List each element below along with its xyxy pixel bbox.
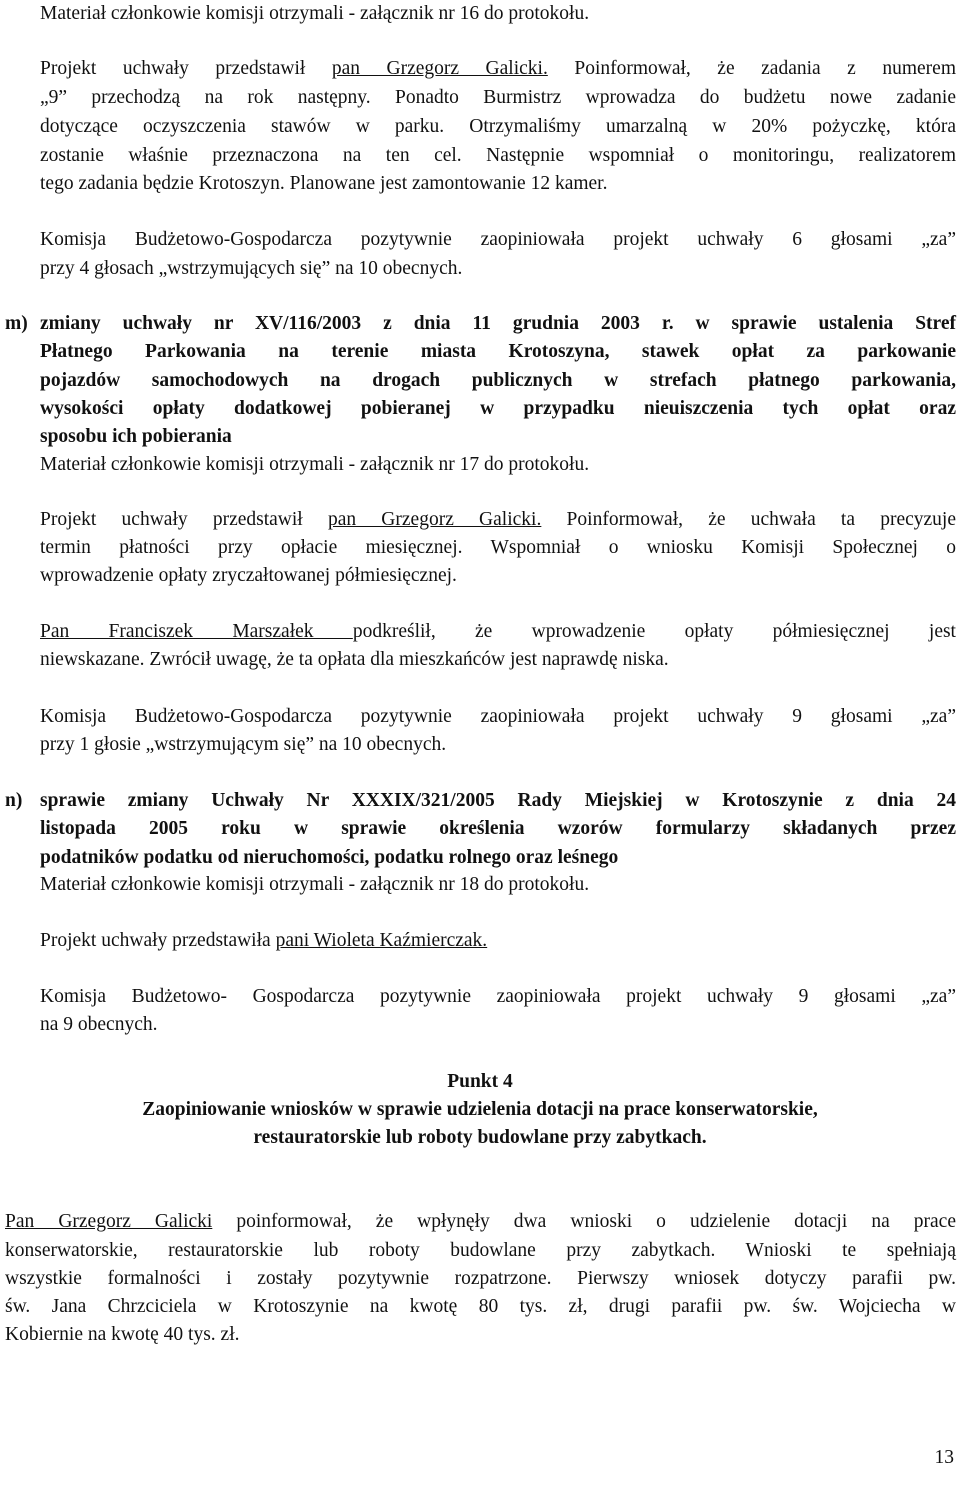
paragraph-line: tego zadania będzie Krotoszyn. Planowane jest zamontowanie 12 kamer. — [40, 173, 608, 194]
text-span: Poinformował, że uchwała ta precyzuje — [541, 509, 957, 530]
vote-result-line: Komisja Budżetowo- Gospodarcza pozytywnie zaopiniowała projekt uchwały 9 głosami „za” — [40, 986, 956, 1007]
vote-result-line: przy 1 głosie „wstrzymującym się” na 10 obecnych. — [40, 734, 447, 755]
paragraph-line: niewskazane. Zwrócił uwagę, że ta opłata dla mieszkańców jest naprawdę niska. — [40, 649, 669, 670]
text-span: w sprawie ustalenia Stref — [673, 313, 956, 334]
speaker-name: pan Grzegorz Galicki. — [331, 58, 548, 79]
text-span: Projekt uchwały przedstawił — [40, 58, 332, 79]
item-heading-line: listopada 2005 roku w sprawie określenia wzorów formularzy składanych przez — [40, 818, 956, 839]
material-note-16: Materiał członkowie komisji otrzymali - załącznik nr 16 do protokołu. — [40, 3, 590, 24]
material-note-18: Materiał członkowie komisji otrzymali - załącznik nr 18 do protokołu. — [40, 874, 590, 895]
paragraph-line — [5, 1210, 956, 1234]
item-label-n: n) — [5, 790, 23, 811]
paragraph-line: Kobiernie na kwotę 40 tys. zł. — [5, 1324, 240, 1345]
text-span: zmiany uchwały nr XV/116/2003 z dnia 11 grudnia 2003 r. — [40, 313, 674, 334]
vote-result-line: na 9 obecnych. — [40, 1014, 158, 1035]
item-heading-line: sposobu ich pobierania — [40, 426, 232, 447]
page-number: 13 — [934, 1447, 954, 1468]
material-note-17: Materiał członkowie komisji otrzymali - załącznik nr 17 do protokołu. — [40, 454, 590, 475]
text-span: poinformował, że wpłynęły dwa wnioski o udzielenie dotacji na prace — [212, 1211, 956, 1232]
section-title: Punkt 4 — [447, 1071, 513, 1092]
item-heading-line — [40, 312, 956, 336]
section-heading-line: restauratorskie lub roboty budowlane przy zabytkach. — [253, 1127, 707, 1148]
paragraph-line: dotyczące oczyszczenia stawów w parku. Otrzymaliśmy umarzalną w 20% pożyczkę, która — [40, 116, 956, 137]
section-heading-line: Zaopiniowanie wniosków w sprawie udzielenia dotacji na prace konserwatorskie, — [142, 1099, 818, 1120]
item-heading-line: wysokości opłaty dodatkowej pobieranej w przypadku nieuiszczenia tych opłat oraz — [40, 398, 956, 419]
item-heading-line: Płatnego Parkowania na terenie miasta Krotoszyna, stawek opłat za parkowanie — [40, 341, 956, 362]
text-span: podkreślił, że wprowadzenie opłaty półmiesięcznej jest — [352, 621, 956, 642]
vote-result-line: Komisja Budżetowo-Gospodarcza pozytywnie zaopiniowała projekt uchwały 9 głosami „za” — [40, 706, 956, 727]
paragraph-line: konserwatorskie, restauratorskie lub roboty budowlane przy zabytkach. Wnioski te spełniają — [5, 1240, 956, 1261]
speaker-name: pan Grzegorz Galicki. — [327, 509, 542, 530]
paragraph-line — [40, 57, 956, 81]
vote-result-line: przy 4 głosach „wstrzymujących się” na 10 obecnych. — [40, 258, 463, 279]
speaker-name: Pan Franciszek Marszałek — [40, 621, 353, 642]
vote-result-line: Komisja Budżetowo-Gospodarcza pozytywnie zaopiniowała projekt uchwały 6 głosami „za” — [40, 229, 956, 250]
item-label-m: m) — [5, 313, 28, 334]
paragraph-line — [40, 620, 956, 644]
paragraph-line: termin płatności przy opłacie miesięcznej. Wspomniał o wniosku Komisji Społecznej o — [40, 537, 956, 558]
paragraph-line: zostanie właśnie przeznaczona na ten cel. Następnie wspomniał o monitoringu, realizatorem — [40, 145, 956, 166]
text-span: Projekt uchwały przedstawiła — [40, 930, 276, 951]
paragraph-line — [40, 508, 956, 532]
speaker-name: pani Wioleta Kaźmierczak. — [275, 930, 488, 951]
item-heading-line: sprawie zmiany Uchwały Nr XXXIX/321/2005 Rady Miejskiej w Krotoszynie z dnia 24 — [40, 790, 956, 811]
paragraph-line: wprowadzenie opłaty zryczałtowanej półmiesięcznej. — [40, 565, 457, 586]
paragraph-line: „9” przechodzą na rok następny. Ponadto Burmistrz wprowadza do budżetu nowe zadanie — [40, 87, 956, 108]
paragraph-line: wszystkie formalności i zostały pozytywnie rozpatrzone. Pierwszy wniosek dotyczy parafii pw. — [5, 1268, 956, 1289]
item-heading-line: pojazdów samochodowych na drogach publicznych w strefach płatnego parkowania, — [40, 370, 956, 391]
item-heading-line: podatników podatku od nieruchomości, podatku rolnego oraz leśnego — [40, 847, 619, 868]
speaker-name: Pan Grzegorz Galicki — [5, 1211, 213, 1232]
text-span: Poinformował, że zadania z numerem — [547, 58, 956, 79]
paragraph-line — [40, 929, 956, 953]
text-span: Projekt uchwały przedstawił — [40, 509, 328, 530]
paragraph-line: św. Jana Chrzciciela w Krotoszynie na kwotę 80 tys. zł, drugi parafii pw. św. Wojciecha w — [5, 1296, 956, 1317]
